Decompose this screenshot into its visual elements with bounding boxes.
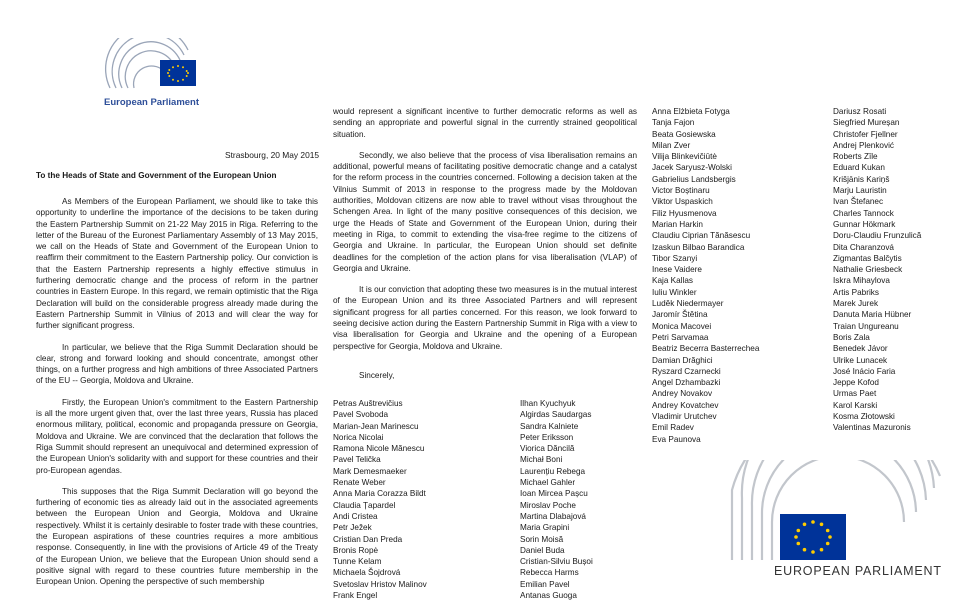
- signatory: Ilhan Kyuchyuk: [520, 399, 576, 408]
- signatory: Michaela Šojdrová: [333, 568, 401, 578]
- signatory: Eduard Kukan: [833, 163, 885, 173]
- signatory: Kaja Kallas: [652, 276, 693, 286]
- signatory: Tunne Kelam: [333, 557, 382, 567]
- signatory: Viktor Uspaskich: [652, 197, 713, 207]
- signatory: Boris Zala: [833, 332, 870, 342]
- signatory: Renate Weber: [333, 478, 386, 488]
- signatory: Tibor Szanyi: [652, 253, 698, 263]
- paragraph-firstly: Firstly, the European Union's commitment to the Eastern Partnership is all the more urgent given that, over the last three years, Russia has placed enormous military, political, economic and propaganda pressure on Georgia, Moldova and Ukraine. We are convinced that the declaration that follows the Riga Summit should represent an unequivocal and determined expression of the European Union's solidarity with and support for these countries and their pro-European agendas.: [36, 397, 318, 475]
- signatory: Vladimir Urutchev: [652, 412, 717, 422]
- paragraph-visa-liberalisation: Secondly, we also believe that the process of visa liberalisation remains an additional, powerful means of facilitating positive democratic change and a catalyst for the reform process in the countries concerned. Following a decision taken at the Vilnius Summit of 2013 in response to the progress made by the Moldovan authorities, Moldovan citizens are now able to travel without visas throughout the Schengen Area. In light of the many positive consequences of this decision, we urge the Heads of State and Government of the European Union, during their meeting in Riga, to commit to extending the visa-free regime to the citizens of Georgia and Ukraine. In particular, the European Union should set definite deadlines for the completion of the action plans for visa liberalisation (VLAP) of Georgia and Ukraine.: [333, 150, 637, 273]
- signatory: Pavel Svoboda: [333, 410, 389, 420]
- signatory: Sorin Moisă: [520, 534, 564, 544]
- paragraph-conviction: It is our conviction that adopting these two measures is in the mutual interest of the European Union and its three Associated Partners and will represent significant progress for all parties concerned. For this reason, we look forward to seeing decisive action during the Eastern Partnership Summit in Riga with a view to visa liberalisation for Georgia and Ukraine and the opening of a European perspective for Georgia, Moldova and Ukraine.: [333, 285, 637, 351]
- signatory: Angel Dzhambazki: [652, 378, 721, 388]
- signatory: Jaromír Štětina: [652, 310, 708, 320]
- signatory: Andrej Plenković: [833, 140, 894, 150]
- signatory: Ioan Mircea Pașcu: [520, 489, 588, 499]
- parliament-emblem-icon: [104, 38, 200, 90]
- signatory: Norica Nicolai: [333, 432, 384, 442]
- signatory: Petras Auštrevičius: [333, 399, 403, 408]
- signatory: Vilija Blinkevičiūtė: [652, 152, 717, 162]
- signatory: Michael Gahler: [520, 478, 576, 488]
- signatory: Bronis Ropė: [333, 545, 379, 555]
- footer-logo-text: EUROPEAN PARLIAMENT: [774, 564, 942, 578]
- signatory: Zigmantas Balčytis: [833, 253, 902, 263]
- signatory: Daniel Buda: [520, 545, 565, 555]
- paragraph-riga-declaration: In particular, we believe that the Riga Summit Declaration should be clear, strong and forward looking and should concentrate, amongst other things, on a further progress and high ambitions of three Associated Partners of the EU -- Georgia, Moldova and Ukraine.: [36, 342, 318, 386]
- signatory: Emilian Pavel: [520, 579, 570, 589]
- signatory: Roberts Zīle: [833, 152, 878, 162]
- signatory: Miroslav Poche: [520, 500, 576, 510]
- european-parliament-logo: [104, 38, 204, 108]
- letter-left-column: [36, 196, 318, 588]
- signatory: Rebecca Harms: [520, 568, 579, 578]
- signatory: Claudia Țapardel: [333, 500, 396, 510]
- signatory: Ulrike Lunacek: [833, 355, 888, 365]
- signatory: Inese Vaidere: [652, 265, 702, 275]
- signatory: Benedek Jávor: [833, 344, 888, 354]
- signatory: Ramona Nicole Mănescu: [333, 444, 425, 454]
- signatory: Marek Jurek: [833, 299, 879, 309]
- signatory: Luděk Niedermayer: [652, 299, 724, 309]
- signatory: Frank Engel: [333, 591, 378, 601]
- signatory: Nathalie Griesbeck: [833, 265, 903, 275]
- letter-middle-column: [333, 106, 637, 391]
- signatory: Mark Demesmaeker: [333, 466, 407, 476]
- salutation: To the Heads of State and Government of the European Union: [36, 171, 277, 180]
- signatory: Ryszard Czarnecki: [652, 366, 721, 376]
- signatory: Beatriz Becerra Basterrechea: [652, 344, 760, 354]
- signatory: Karol Karski: [833, 400, 878, 410]
- paragraph-continuation: would represent a significant incentive to further democratic reforms as well as sending an appropriate and powerful signal in the currently strained geopolitical situation.: [333, 107, 637, 139]
- signatory: Antanas Guoga: [520, 591, 577, 601]
- paragraph-membership: This supposes that the Riga Summit Declaration will go beyond the furthering of economic ties as already laid out in the associated agreements between the European Union and Georgia, Moldova and Ukraine respectively. Whilst it is certainly desirable to foster trade with these countries, the European aspirations of these countries requires a more ambitious response. Consequently, in line with the provisions of Article 49 of the Treaty of the European Union, we believe that the European Union should send a positive signal with regard to these countries future membership in the European Union. Opening the perspective of such membership: [36, 486, 318, 587]
- signatories-column-1: [333, 398, 513, 601]
- signatory: Marian-Jean Marinescu: [333, 421, 419, 431]
- signatories-column-4: [833, 106, 957, 434]
- signatory: Martina Dlabajová: [520, 511, 586, 521]
- signatory: José Inácio Faria: [833, 366, 896, 376]
- signatory: Kosma Złotowski: [833, 412, 895, 422]
- signatory: Marju Lauristin: [833, 186, 887, 196]
- signatory: Peter Eriksson: [520, 432, 574, 442]
- signatory: Valentinas Mazuronis: [833, 423, 911, 433]
- signatory: Anna Maria Corazza Bildt: [333, 489, 426, 499]
- signatory: Emil Radev: [652, 423, 694, 433]
- signatory: Jeppe Kofod: [833, 378, 879, 388]
- date-line: Strasbourg, 20 May 2015: [225, 150, 320, 160]
- signatory: Charles Tannock: [833, 208, 894, 218]
- signatory: Urmas Paet: [833, 389, 877, 399]
- signatory: Petr Ježek: [333, 523, 372, 533]
- signatory: Jacek Saryusz-Wolski: [652, 163, 732, 173]
- signatory: Cristian-Silviu Bușoi: [520, 557, 593, 567]
- signatory: Siegfried Mureșan: [833, 118, 900, 128]
- signatory: Eva Paunova: [652, 434, 701, 444]
- signatory: Milan Zver: [652, 140, 691, 150]
- signatory: Andi Cristea: [333, 511, 378, 521]
- closing-sincerely: Sincerely,: [359, 370, 395, 380]
- signatory: Andrey Kovatchev: [652, 400, 719, 410]
- signatory: Viorica Dăncilă: [520, 444, 575, 454]
- signatories-column-2: [520, 398, 645, 601]
- signatory: Victor Boștinaru: [652, 186, 710, 196]
- signatory: Christofer Fjellner: [833, 129, 898, 139]
- signatory: Gabrielius Landsbergis: [652, 174, 736, 184]
- signatory: Traian Ungureanu: [833, 321, 899, 331]
- signatory: Tanja Fajon: [652, 118, 695, 128]
- signatory: Sandra Kalniete: [520, 421, 579, 431]
- signatory: Artis Pabriks: [833, 287, 879, 297]
- parliament-hemicycle-icon: [720, 460, 960, 560]
- signatory: Petri Sarvamaa: [652, 332, 709, 342]
- signatory: Algirdas Saudargas: [520, 410, 592, 420]
- signatory: Dita Charanzová: [833, 242, 894, 252]
- signatory: Doru-Claudiu Frunzulică: [833, 231, 922, 241]
- signatory: Laurențiu Rebega: [520, 466, 586, 476]
- paragraph-intro: As Members of the European Parliament, we should like to take this opportunity to underline the importance of the decisions to be taken during the Eastern Partnership Summit on 21-22 May 2015 in Riga. Referring to the letter of the Bureau of the Euronest Parliamentary Assembly of 13 May 2015, we call on the Heads of State and Government of the European Union to reaffirm their commitment to the Eastern Partnership policy. Our conviction is that the Eastern Partnership represents a highly effective stimulus in furthering democratic change and the process of reform in the partner countries in Eastern Europe. In this regard, we remain optimistic that the Riga Declaration will build on the considerable progress already made during the Eastern Partnership Summit in Vilnius of 2013 and will clear the way for further significant progress.: [36, 197, 318, 331]
- signatories-column-3: [652, 106, 822, 445]
- signatory: Iskra Mihaylova: [833, 276, 890, 286]
- european-parliament-footer-logo: [720, 460, 960, 590]
- signatory: Cristian Dan Preda: [333, 534, 403, 544]
- signatory: Filiz Hyusmenova: [652, 208, 717, 218]
- signatory: Svetoslav Hristov Malinov: [333, 579, 427, 589]
- signatory: Dariusz Rosati: [833, 107, 887, 116]
- signatory: Andrey Novakov: [652, 389, 713, 399]
- signatory: Krišjānis Kariņš: [833, 174, 890, 184]
- signatory: Beata Gosiewska: [652, 129, 716, 139]
- signatory: Ivan Štefanec: [833, 197, 884, 207]
- signatory: Iuliu Winkler: [652, 287, 697, 297]
- signatory: Claudiu Ciprian Tănăsescu: [652, 231, 751, 241]
- signatory: Gunnar Hökmark: [833, 219, 896, 229]
- signatory: Danuta Maria Hübner: [833, 310, 912, 320]
- signatory: Damian Drăghici: [652, 355, 713, 365]
- signatory: Monica Macovei: [652, 321, 712, 331]
- signatory: Pavel Telička: [333, 455, 381, 465]
- signatory: Michał Boni: [520, 455, 563, 465]
- signatory: Izaskun Bilbao Barandica: [652, 242, 745, 252]
- signatory: Marian Harkin: [652, 219, 703, 229]
- signatory: Anna Elżbieta Fotyga: [652, 107, 730, 116]
- institution-name: European Parliament: [104, 97, 200, 108]
- signatory: Maria Grapini: [520, 523, 570, 533]
